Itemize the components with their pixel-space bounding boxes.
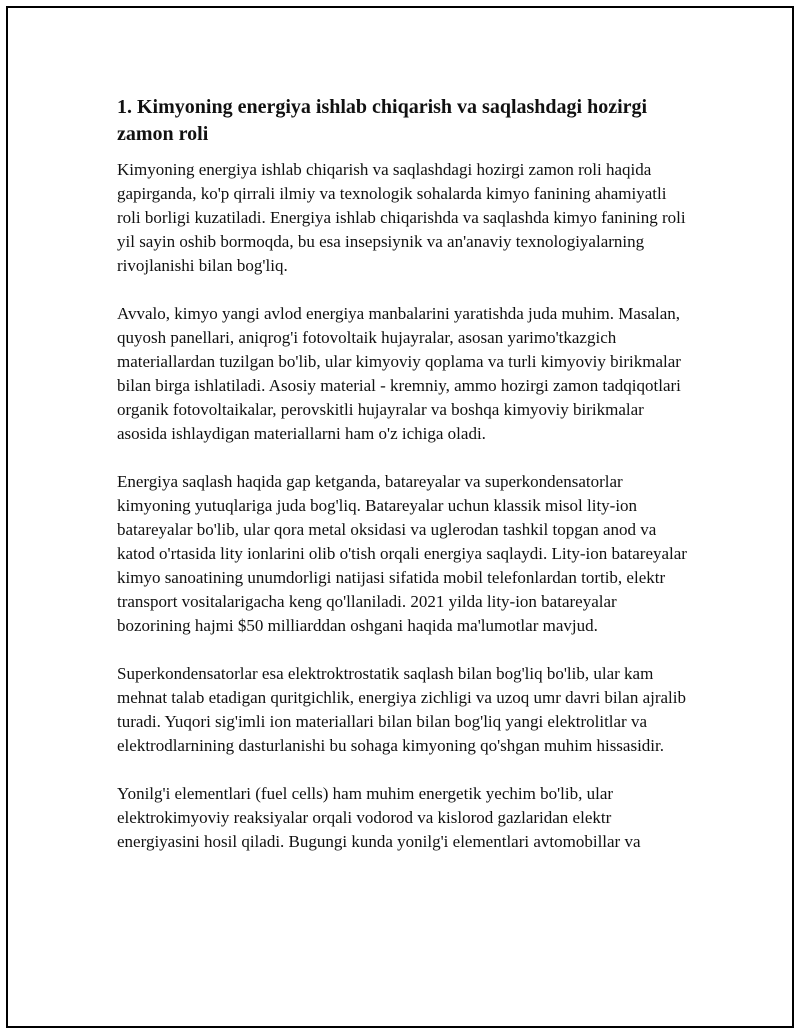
section-heading: 1. Kimyoning energiya ishlab chiqarish va saqlashdagi hozirgi zamon roli (117, 96, 648, 145)
paragraph-supercapacitors: Superkondensatorlar esa elektroktrostatik saqlash bilan bog'liq bo'lib, ular kam mehnat talab etadigan quritgichlik, energiya zichligi va uzoq umr davri bilan ajralib turadi. Yuqori sig'imli ion materiallari bilan bilan bog'liq yangi elektrolitlar va elektrodlarnining dasturlanishi bu sohaga kimyoning qo'shgan muhim hissasidir. (117, 664, 686, 755)
paragraph-fuel-cells: Yonilg'i elementlari (fuel cells) ham muhim energetik yechim bo'lib, ular elektrokimyoviy reaksiyalar orqali vodorod va kislorod gazlaridan elektr energiyasini hosil qiladi. Bugungi kunda yonilg'i elementlari avtomobillar va (117, 784, 641, 851)
paragraph-intro: Kimyoning energiya ishlab chiqarish va saqlashdagi hozirgi zamon roli haqida gapirganda, ko'p qirrali ilmiy va texnologik sohalarda kimyo fanining ahamiyatli roli borligi kuzatiladi. Energiya ishlab chiqarishda va saqlashda kimyo fanining roli yil sayin oshib bormoqda, bu esa insepsiynik va an'anaviy texnologiyalarning rivojlanishi bilan bog'liq. (117, 160, 686, 275)
paragraph-energy-sources: Avvalo, kimyo yangi avlod energiya manbalarini yaratishda juda muhim. Masalan, quyosh panellari, aniqrog'i fotovoltaik hujayralar, asosan yarimo'tkazgich materiallardan tuzilgan bo'lib, ular kimyoviy qoplama va turli kimyoviy birikmalar bilan birga ishlatiladi. Asosiy material - kremniy, ammo hozirgi zamon tadqiqotlari organik fotovoltaikalar, perovskitli hujayralar va boshqa kimyoviy birikmalar asosida ishlaydigan materiallarni ham o'z ichiga oladi. (117, 304, 681, 443)
paragraph-energy-storage: Energiya saqlash haqida gap ketganda, batareyalar va superkondensatorlar kimyoning yutuqlariga juda bog'liq. Batareyalar uchun klassik misol lity-ion batareyalar bo'lib, ular qora metal oksidasi va uglerodan tashkil topgan anod va katod o'rtasida lity ionlarini olib o'tish orqali energiya saqlaydi. Lity-ion batareyalar kimyo sanoatining unumdorligi natijasi sifatida mobil telefonlardan tortib, elektr transport vositalarigacha keng qo'llaniladi. 2021 yilda lity-ion batareyalar bozorining hajmi $50 milliarddan oshgani haqida ma'lumotlar mavjud. (117, 472, 687, 635)
document-body (117, 94, 687, 878)
